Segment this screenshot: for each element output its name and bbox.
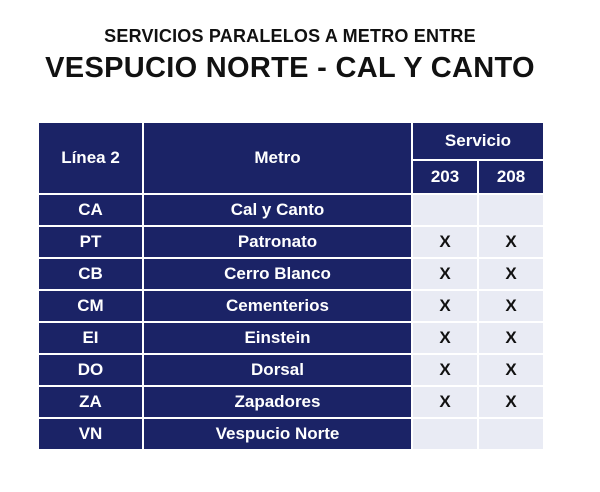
station-code: CB: [38, 258, 143, 290]
service-203-mark: X: [412, 226, 478, 258]
station-name: Cerro Blanco: [143, 258, 412, 290]
service-203-mark: X: [412, 386, 478, 418]
service-208-mark: X: [478, 226, 544, 258]
header-service-203: 203: [412, 160, 478, 194]
header-service: Servicio: [412, 122, 544, 160]
station-code: CA: [38, 194, 143, 226]
station-name: Einstein: [143, 322, 412, 354]
service-208-mark: [478, 194, 544, 226]
table-row: [38, 258, 544, 290]
service-203-mark: X: [412, 354, 478, 386]
station-name: Cal y Canto: [143, 194, 412, 226]
service-208-mark: X: [478, 386, 544, 418]
table-row: [38, 418, 544, 450]
station-code: VN: [38, 418, 143, 450]
station-name: Cementerios: [143, 290, 412, 322]
table-row: [38, 322, 544, 354]
header-service-208: 208: [478, 160, 544, 194]
service-208-mark: [478, 418, 544, 450]
page-title: VESPUCIO NORTE - CAL Y CANTO: [45, 52, 535, 84]
service-208-mark: X: [478, 290, 544, 322]
table-row: [38, 226, 544, 258]
station-name: Vespucio Norte: [143, 418, 412, 450]
station-name: Patronato: [143, 226, 412, 258]
service-203-mark: [412, 418, 478, 450]
station-code: ZA: [38, 386, 143, 418]
service-208-mark: X: [478, 258, 544, 290]
service-203-mark: X: [412, 258, 478, 290]
service-203-mark: X: [412, 290, 478, 322]
header-line: Línea 2: [38, 122, 143, 194]
table-row: [38, 290, 544, 322]
table-row: [38, 194, 544, 226]
station-code: DO: [38, 354, 143, 386]
subtitle: SERVICIOS PARALELOS A METRO ENTRE: [104, 26, 476, 46]
station-code: EI: [38, 322, 143, 354]
station-code: CM: [38, 290, 143, 322]
header-metro: Metro: [143, 122, 412, 194]
station-name: Zapadores: [143, 386, 412, 418]
service-203-mark: X: [412, 322, 478, 354]
service-203-mark: [412, 194, 478, 226]
station-code: PT: [38, 226, 143, 258]
service-208-mark: X: [478, 354, 544, 386]
table-row: [38, 386, 544, 418]
service-208-mark: X: [478, 322, 544, 354]
services-table: [37, 121, 545, 451]
station-name: Dorsal: [143, 354, 412, 386]
table-row: [38, 354, 544, 386]
